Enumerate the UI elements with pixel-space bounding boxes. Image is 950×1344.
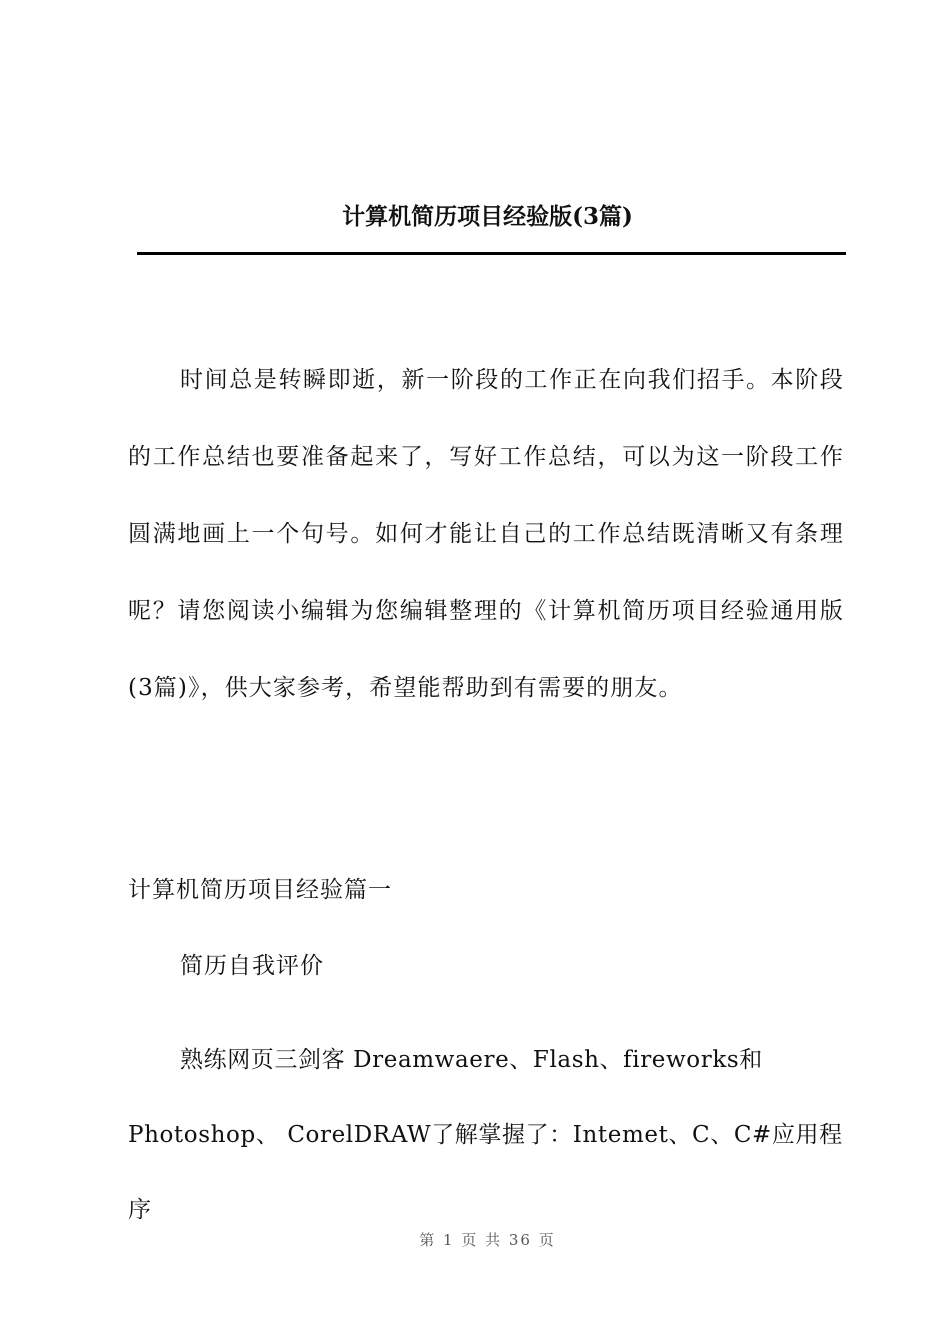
page-footer: 第 1 页 共 36 页 [419, 1231, 556, 1249]
title-underline [137, 252, 846, 255]
section-heading: 计算机简历项目经验篇一 [128, 877, 392, 903]
document-title: 计算机简历项目经验版(3篇) [342, 203, 633, 230]
intro-paragraph: 时间总是转瞬即逝，新一阶段的工作正在向我们招手。本阶段的工作总结也要准备起来了，写好工作总结，可以为这一阶段工作圆满地画上一个句号。如何才能让自己的工作总结既清晰又有条理呢？请您阅读小编辑为您编辑整理的《计算机简历项目经验通用版(3篇)》，供大家参考，希望能帮助到有需要的朋友。 [128, 367, 844, 701]
subheading-self-evaluation: 简历自我评价 [180, 953, 324, 979]
body-paragraph: 熟练网页三剑客 Dreamwaere、Flash、fireworks和Photoshop、 CorelDRAW了解掌握了：Intemet、C、C#应用程序 [128, 1047, 843, 1223]
